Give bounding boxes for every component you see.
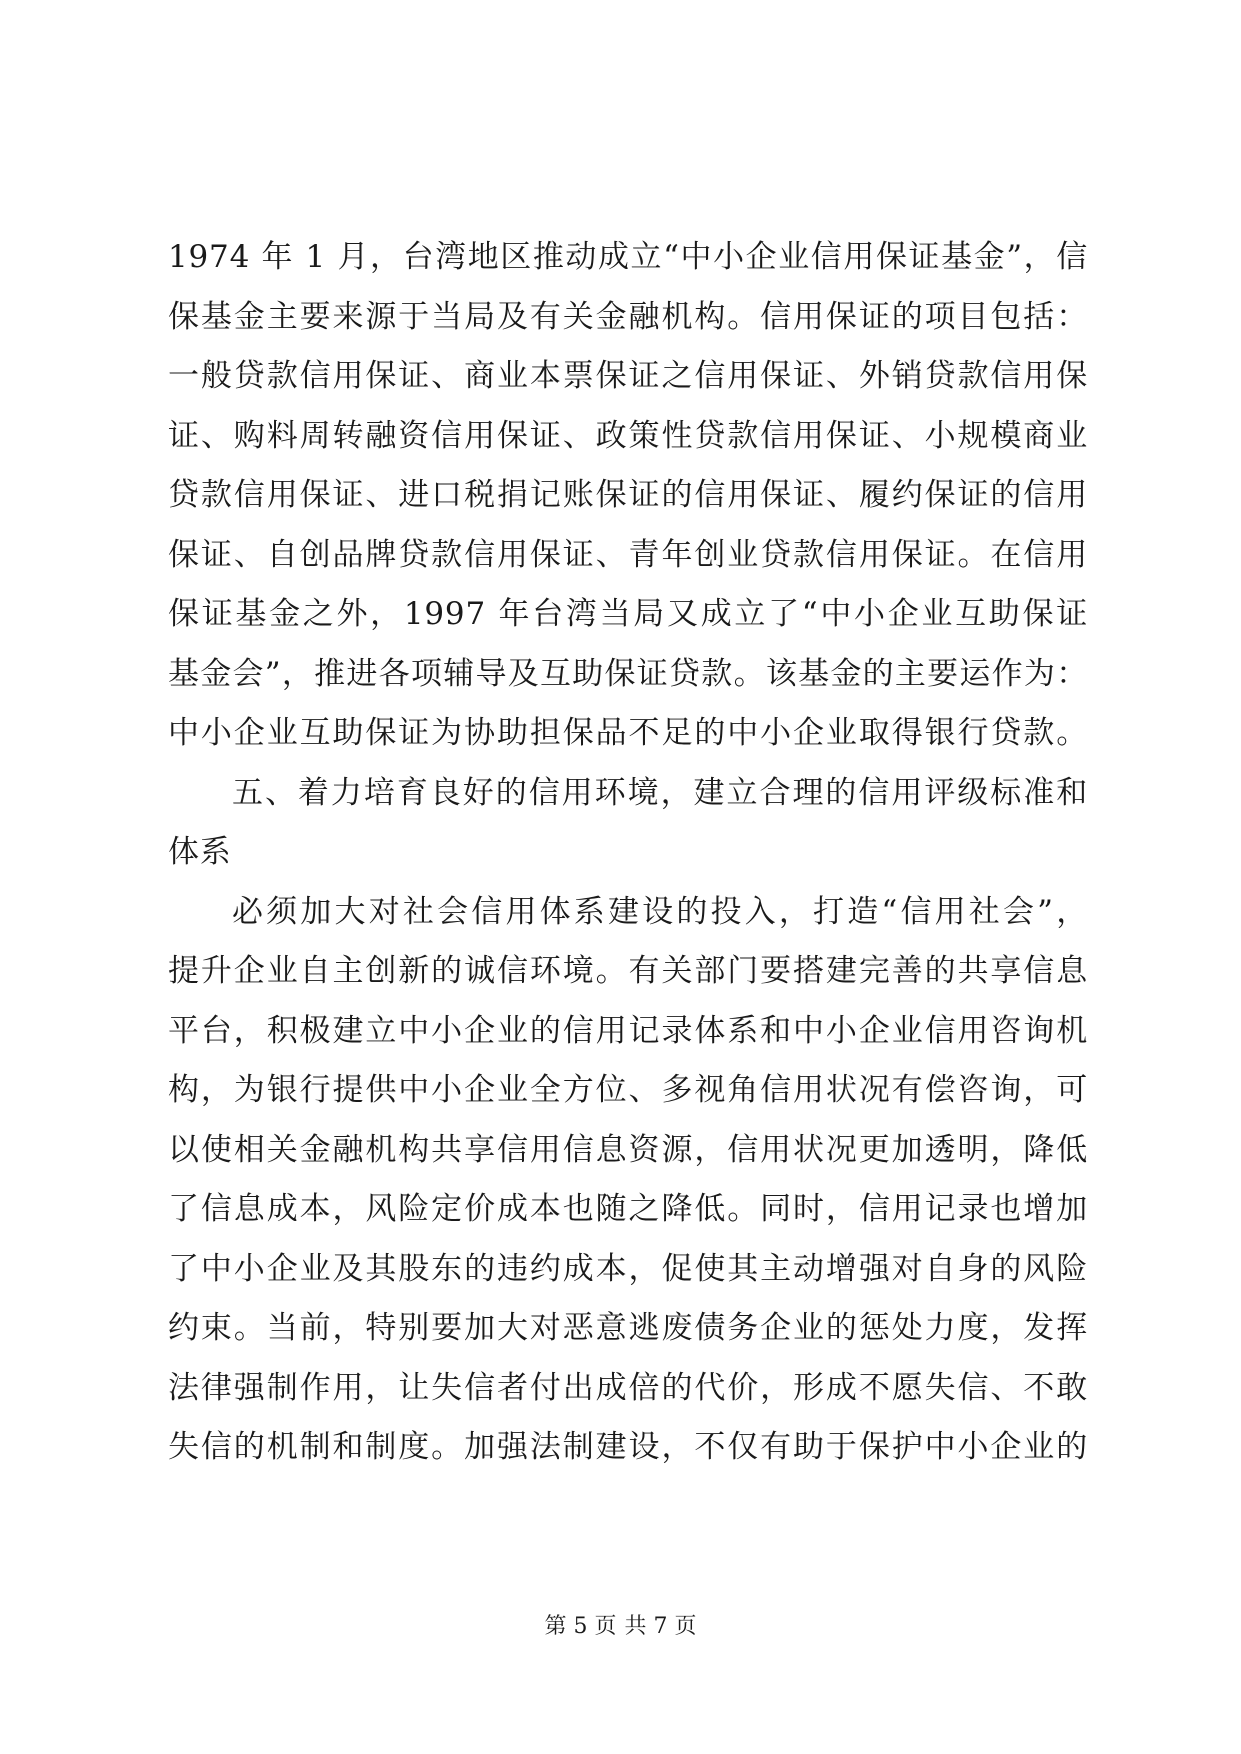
page-footer	[0, 1612, 1241, 1642]
text-line: 证、购料周转融资信用保证、政策性贷款信用保证、小规模商业	[168, 417, 1088, 454]
text-line: 中小企业互助保证为协助担保品不足的中小企业取得银行贷款。	[168, 715, 1088, 751]
text-line: 一般贷款信用保证、商业本票保证之信用保证、外销贷款信用保	[168, 358, 1088, 394]
text-line: 必须加大对社会信用体系建设的投入，打造“信用社会”，	[232, 893, 1088, 930]
section-heading: 五、着力培育良好的信用环境，建立合理的信用评级标准和	[232, 774, 1088, 811]
text-line: 基金会”，推进各项辅导及互助保证贷款。该基金的主要运作为：	[168, 655, 1088, 692]
text-line: 保证、自创品牌贷款信用保证、青年创业贷款信用保证。在信用	[168, 536, 1088, 573]
text-line: 贷款信用保证、进口税捐记账保证的信用保证、履约保证的信用	[168, 477, 1088, 513]
text-line: 失信的机制和制度。加强法制建设，不仅有助于保护中小企业的	[168, 1429, 1088, 1465]
text-line: 以使相关金融机构共享信用信息资源，信用状况更加透明，降低	[168, 1131, 1088, 1168]
text-line: 构，为银行提供中小企业全方位、多视角信用状况有偿咨询，可	[168, 1072, 1088, 1108]
section-heading-continued: 体系	[168, 834, 232, 870]
text-line: 保证基金之外，1997 年台湾当局又成立了“中小企业互助保证	[168, 596, 1088, 632]
text-line: 约束。当前，特别要加大对恶意逃废债务企业的惩处力度，发挥	[168, 1310, 1088, 1346]
text-line: 平台，积极建立中小企业的信用记录体系和中小企业信用咨询机	[168, 1012, 1088, 1049]
text-line: 提升企业自主创新的诚信环境。有关部门要搭建完善的共享信息	[168, 953, 1088, 989]
page-total: 共 7 页	[624, 1614, 697, 1639]
body-text	[168, 228, 1088, 1478]
text-line: 法律强制作用，让失信者付出成倍的代价，形成不愿失信、不敢	[168, 1369, 1088, 1406]
page-number: 第 5 页	[544, 1614, 617, 1639]
text-line: 了信息成本，风险定价成本也随之降低。同时，信用记录也增加	[168, 1191, 1088, 1227]
text-line: 1974 年 1 月，台湾地区推动成立“中小企业信用保证基金”，信	[168, 239, 1088, 275]
text-line: 保基金主要来源于当局及有关金融机构。信用保证的项目包括：	[168, 298, 1088, 335]
text-line: 了中小企业及其股东的违约成本，促使其主动增强对自身的风险	[168, 1250, 1088, 1287]
